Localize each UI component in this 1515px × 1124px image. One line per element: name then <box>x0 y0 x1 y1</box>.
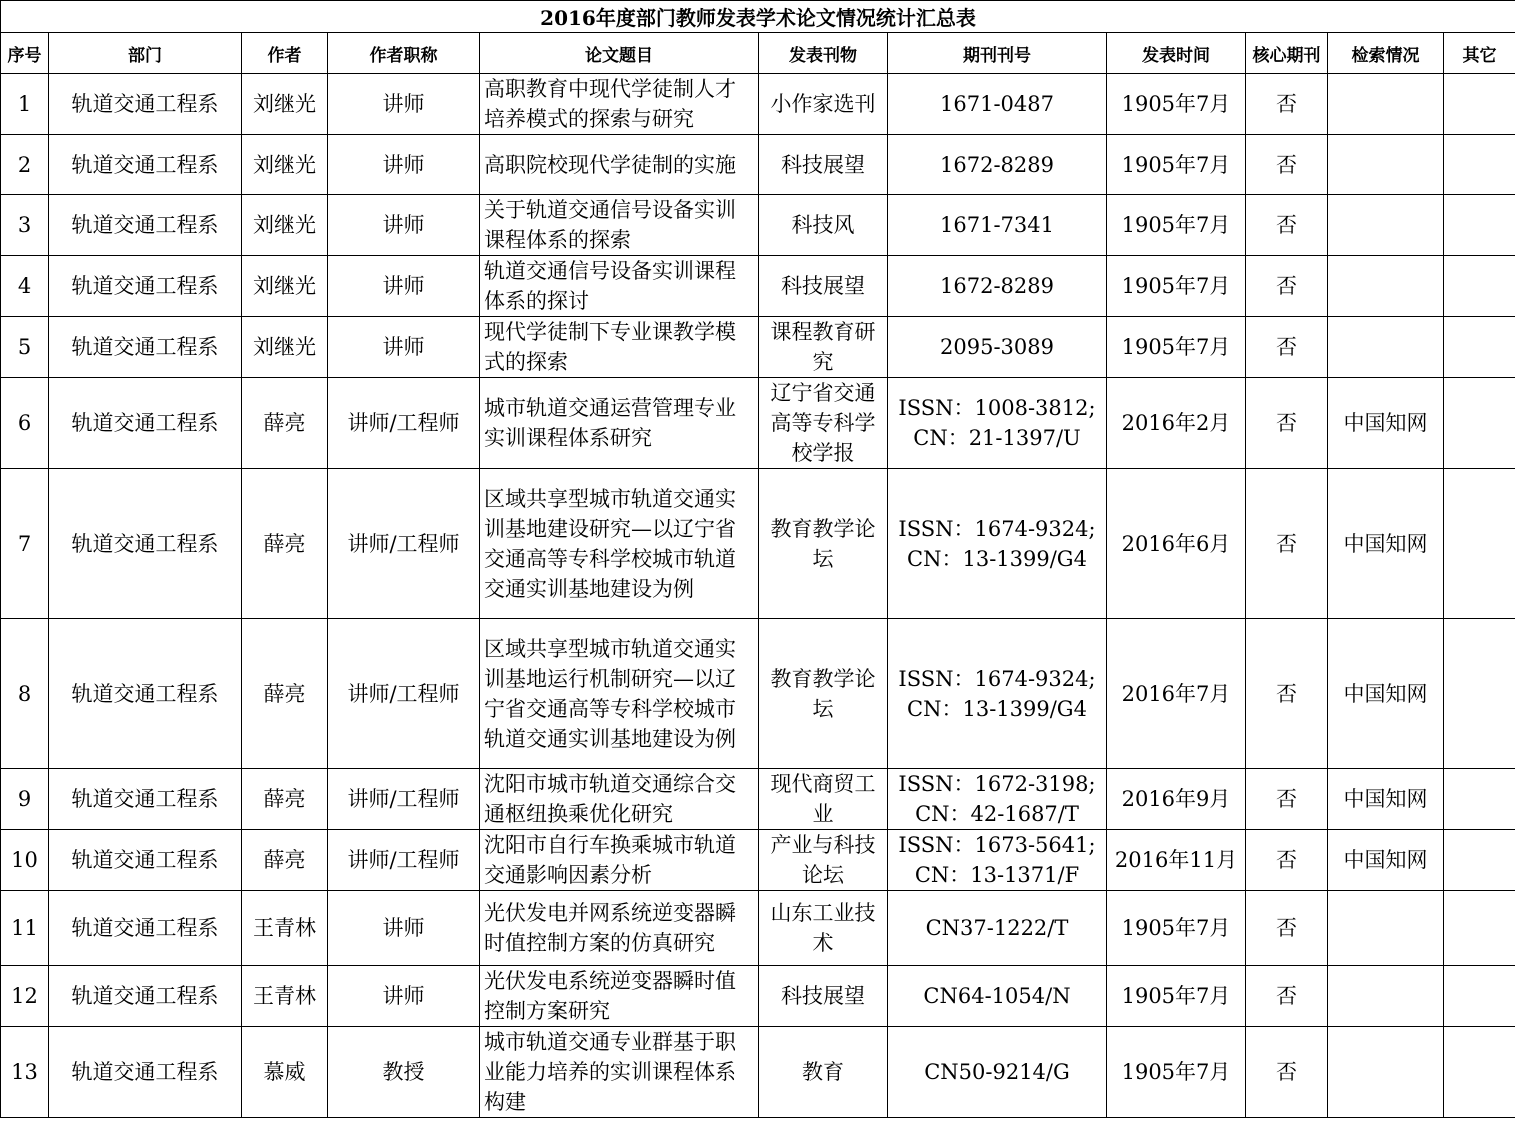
header-row <box>1 33 1515 74</box>
cell-dept[interactable]: 轨道交通工程系 <box>49 74 242 135</box>
cell-journal[interactable]: 教育 <box>759 1027 888 1118</box>
cell-dept[interactable]: 轨道交通工程系 <box>49 317 242 378</box>
cell-author[interactable]: 薛亮 <box>242 830 328 891</box>
cell-no[interactable]: 1 <box>1 74 49 135</box>
cell-dept[interactable]: 轨道交通工程系 <box>49 619 242 769</box>
cell-other[interactable] <box>1444 830 1515 891</box>
cell-issn[interactable] <box>888 135 1107 195</box>
cell-journal[interactable]: 小作家选刊 <box>759 74 888 135</box>
cell-date[interactable]: 2016年6月 <box>1107 469 1246 619</box>
cell-journal[interactable]: 课程教育研究 <box>759 317 888 378</box>
table-row <box>1 256 1515 317</box>
table-row <box>1 830 1515 891</box>
cell-dept[interactable]: 轨道交通工程系 <box>49 891 242 966</box>
cell-dept[interactable]: 轨道交通工程系 <box>49 135 242 195</box>
cell-no[interactable]: 7 <box>1 469 49 619</box>
cell-other[interactable] <box>1444 619 1515 769</box>
cell-index[interactable] <box>1328 891 1444 966</box>
cell-no[interactable]: 11 <box>1 891 49 966</box>
cell-date[interactable]: 1905年7月 <box>1107 135 1246 195</box>
cell-core[interactable]: 否 <box>1246 256 1328 317</box>
cell-no[interactable]: 5 <box>1 317 49 378</box>
table-row <box>1 891 1515 966</box>
cell-index[interactable] <box>1328 195 1444 256</box>
cn-line: CN：21-1397/U <box>913 426 1081 450</box>
cell-core[interactable]: 否 <box>1246 830 1328 891</box>
cell-dept[interactable]: 轨道交通工程系 <box>49 830 242 891</box>
issn-line: 1671-0487 <box>940 92 1054 116</box>
cell-journal[interactable]: 科技展望 <box>759 135 888 195</box>
cell-dept[interactable]: 轨道交通工程系 <box>49 966 242 1027</box>
cell-issn[interactable] <box>888 195 1107 256</box>
cell-issn[interactable] <box>888 378 1107 469</box>
cell-core[interactable]: 否 <box>1246 195 1328 256</box>
cell-journal[interactable]: 教育教学论坛 <box>759 469 888 619</box>
header-author[interactable]: 作者 <box>242 33 328 74</box>
cell-date[interactable]: 1905年7月 <box>1107 891 1246 966</box>
cell-other[interactable] <box>1444 195 1515 256</box>
cell-index[interactable]: 中国知网 <box>1328 830 1444 891</box>
header-dept[interactable]: 部门 <box>49 33 242 74</box>
cell-index[interactable] <box>1328 256 1444 317</box>
table-row <box>1 378 1515 469</box>
cell-rank[interactable]: 讲师/工程师 <box>328 469 480 619</box>
table-row <box>1 769 1515 830</box>
cell-dept[interactable]: 轨道交通工程系 <box>49 195 242 256</box>
header-no[interactable]: 序号 <box>1 33 49 74</box>
cell-date[interactable]: 2016年7月 <box>1107 619 1246 769</box>
cell-core[interactable]: 否 <box>1246 74 1328 135</box>
cell-dept[interactable]: 轨道交通工程系 <box>49 256 242 317</box>
cell-issn[interactable] <box>888 256 1107 317</box>
issn-line: 1672-8289 <box>940 274 1054 298</box>
issn-line: ISSN：1674-9324; <box>898 666 1096 691</box>
cell-rank[interactable]: 讲师/工程师 <box>328 769 480 830</box>
cell-other[interactable] <box>1444 256 1515 317</box>
issn-line: CN50-9214/G <box>924 1060 1070 1084</box>
cell-journal[interactable]: 科技展望 <box>759 256 888 317</box>
issn-line: 1672-8289 <box>940 152 1054 177</box>
issn-line: 2095-3089 <box>940 335 1054 359</box>
cn-line: CN：13-1371/F <box>914 863 1080 887</box>
cn-line: CN：42-1687/T <box>915 802 1079 826</box>
cell-paper-title[interactable]: 关于轨道交通信号设备实训课程体系的探索 <box>480 195 759 256</box>
cell-rank[interactable]: 教授 <box>328 1027 480 1118</box>
issn-line: CN64-1054/N <box>923 984 1071 1008</box>
cell-index[interactable] <box>1328 966 1444 1027</box>
header-core[interactable]: 核心期刊 <box>1246 33 1328 74</box>
cell-rank[interactable]: 讲师/工程师 <box>328 619 480 769</box>
cell-other[interactable] <box>1444 1027 1515 1118</box>
cell-core[interactable]: 否 <box>1246 1027 1328 1118</box>
cell-core[interactable]: 否 <box>1246 619 1328 769</box>
cell-no[interactable]: 9 <box>1 769 49 830</box>
cell-no[interactable]: 2 <box>1 135 49 195</box>
cell-journal[interactable]: 产业与科技论坛 <box>759 830 888 891</box>
cell-author[interactable]: 薛亮 <box>242 769 328 830</box>
cell-rank[interactable]: 讲师/工程师 <box>328 830 480 891</box>
cell-date[interactable]: 2016年9月 <box>1107 769 1246 830</box>
cell-rank[interactable]: 讲师 <box>328 891 480 966</box>
cell-paper-title[interactable]: 光伏发电并网系统逆变器瞬时值控制方案的仿真研究 <box>480 891 759 966</box>
cell-other[interactable] <box>1444 769 1515 830</box>
cell-index[interactable]: 中国知网 <box>1328 469 1444 619</box>
cell-no[interactable]: 8 <box>1 619 49 769</box>
header-journal[interactable]: 发表刊物 <box>759 33 888 74</box>
cell-issn[interactable] <box>888 317 1107 378</box>
issn-line: ISSN：1674-9324; <box>898 516 1096 541</box>
cell-journal[interactable]: 科技展望 <box>759 966 888 1027</box>
cell-date[interactable]: 1905年7月 <box>1107 966 1246 1027</box>
cn-line: CN：13-1399/G4 <box>907 696 1087 721</box>
cn-line: CN：13-1399/G4 <box>907 546 1087 571</box>
cell-core[interactable]: 否 <box>1246 378 1328 469</box>
cell-author[interactable]: 刘继光 <box>242 256 328 317</box>
cell-author[interactable]: 薛亮 <box>242 619 328 769</box>
table-title: 2016年度部门教师发表学术论文情况统计汇总表 <box>1 1 1515 33</box>
header-date[interactable]: 发表时间 <box>1107 33 1246 74</box>
cell-issn[interactable] <box>888 1027 1107 1118</box>
cell-paper-title[interactable]: 高职院校现代学徒制的实施 <box>480 135 759 195</box>
issn-line: 1671-7341 <box>940 213 1054 237</box>
header-rank[interactable]: 作者职称 <box>328 33 480 74</box>
cell-issn[interactable] <box>888 966 1107 1027</box>
cell-rank[interactable]: 讲师 <box>328 256 480 317</box>
cell-other[interactable] <box>1444 469 1515 619</box>
cell-no[interactable]: 13 <box>1 1027 49 1118</box>
table-row <box>1 469 1515 619</box>
issn-line: ISSN：1673-5641; <box>898 833 1096 857</box>
header-issn[interactable]: 期刊刊号 <box>888 33 1107 74</box>
cell-paper-title[interactable]: 光伏发电系统逆变器瞬时值控制方案研究 <box>480 966 759 1027</box>
cell-other[interactable] <box>1444 966 1515 1027</box>
cell-index[interactable] <box>1328 135 1444 195</box>
cell-author[interactable]: 刘继光 <box>242 74 328 135</box>
cell-index[interactable]: 中国知网 <box>1328 769 1444 830</box>
cell-author[interactable]: 薛亮 <box>242 469 328 619</box>
cell-issn[interactable] <box>888 830 1107 891</box>
cell-issn[interactable] <box>888 769 1107 830</box>
cell-date[interactable]: 2016年2月 <box>1107 378 1246 469</box>
cell-issn[interactable] <box>888 891 1107 966</box>
cell-no[interactable]: 3 <box>1 195 49 256</box>
cell-other[interactable] <box>1444 74 1515 135</box>
cell-date[interactable]: 1905年7月 <box>1107 317 1246 378</box>
cell-index[interactable] <box>1328 1027 1444 1118</box>
cell-paper-title[interactable]: 区域共享型城市轨道交通实训基地建设研究—以辽宁省交通高等专科学校城市轨道交通实训基地建设为例 <box>480 469 759 619</box>
cell-core[interactable]: 否 <box>1246 469 1328 619</box>
cell-date[interactable]: 2016年11月 <box>1107 830 1246 891</box>
cell-dept[interactable]: 轨道交通工程系 <box>49 1027 242 1118</box>
cell-author[interactable]: 王青林 <box>242 891 328 966</box>
cell-index[interactable]: 中国知网 <box>1328 378 1444 469</box>
cell-paper-title[interactable]: 高职教育中现代学徒制人才培养模式的探索与研究 <box>480 74 759 135</box>
cell-dept[interactable]: 轨道交通工程系 <box>49 469 242 619</box>
header-paper-title[interactable]: 论文题目 <box>480 33 759 74</box>
cell-rank[interactable]: 讲师 <box>328 317 480 378</box>
cell-dept[interactable]: 轨道交通工程系 <box>49 769 242 830</box>
cell-paper-title[interactable]: 轨道交通信号设备实训课程体系的探讨 <box>480 256 759 317</box>
cell-paper-title[interactable]: 城市轨道交通运营管理专业实训课程体系研究 <box>480 378 759 469</box>
cell-author[interactable]: 慕威 <box>242 1027 328 1118</box>
cell-author[interactable]: 刘继光 <box>242 195 328 256</box>
table-row <box>1 135 1515 195</box>
cell-other[interactable] <box>1444 135 1515 195</box>
cell-rank[interactable]: 讲师/工程师 <box>328 378 480 469</box>
cell-journal[interactable]: 山东工业技术 <box>759 891 888 966</box>
cell-no[interactable]: 12 <box>1 966 49 1027</box>
issn-line: ISSN：1672-3198; <box>898 772 1096 796</box>
cell-core[interactable]: 否 <box>1246 966 1328 1027</box>
cell-paper-title[interactable]: 沈阳市自行车换乘城市轨道交通影响因素分析 <box>480 830 759 891</box>
cell-date[interactable]: 1905年7月 <box>1107 195 1246 256</box>
cell-index[interactable]: 中国知网 <box>1328 619 1444 769</box>
cell-dept[interactable]: 轨道交通工程系 <box>49 378 242 469</box>
header-other[interactable]: 其它 <box>1444 33 1515 74</box>
cell-other[interactable] <box>1444 378 1515 469</box>
cell-core[interactable]: 否 <box>1246 769 1328 830</box>
cell-index[interactable] <box>1328 317 1444 378</box>
table-row <box>1 619 1515 769</box>
cell-date[interactable]: 1905年7月 <box>1107 1027 1246 1118</box>
cell-journal[interactable]: 教育教学论坛 <box>759 619 888 769</box>
cell-other[interactable] <box>1444 891 1515 966</box>
issn-line: ISSN：1008-3812; <box>898 396 1096 420</box>
cell-journal[interactable]: 科技风 <box>759 195 888 256</box>
cell-no[interactable]: 4 <box>1 256 49 317</box>
cell-core[interactable]: 否 <box>1246 317 1328 378</box>
cell-author[interactable]: 刘继光 <box>242 135 328 195</box>
cell-core[interactable]: 否 <box>1246 891 1328 966</box>
cell-index[interactable] <box>1328 74 1444 135</box>
cell-date[interactable]: 1905年7月 <box>1107 74 1246 135</box>
table-row <box>1 1027 1515 1118</box>
table-row <box>1 74 1515 135</box>
header-index[interactable]: 检索情况 <box>1328 33 1444 74</box>
cell-journal[interactable]: 辽宁省交通高等专科学校学报 <box>759 378 888 469</box>
cell-no[interactable]: 10 <box>1 830 49 891</box>
cell-rank[interactable]: 讲师 <box>328 74 480 135</box>
cell-journal[interactable]: 现代商贸工业 <box>759 769 888 830</box>
cell-issn[interactable] <box>888 619 1107 769</box>
title-row <box>1 1 1515 33</box>
table-row <box>1 966 1515 1027</box>
cell-author[interactable]: 王青林 <box>242 966 328 1027</box>
cell-rank[interactable]: 讲师 <box>328 135 480 195</box>
cell-issn[interactable] <box>888 74 1107 135</box>
cell-no[interactable]: 6 <box>1 378 49 469</box>
cell-author[interactable]: 刘继光 <box>242 317 328 378</box>
cell-paper-title[interactable]: 沈阳市城市轨道交通综合交通枢纽换乘优化研究 <box>480 769 759 830</box>
cell-issn[interactable] <box>888 469 1107 619</box>
issn-line: CN37-1222/T <box>925 916 1069 940</box>
cell-paper-title[interactable]: 现代学徒制下专业课教学模式的探索 <box>480 317 759 378</box>
cell-paper-title[interactable]: 城市轨道交通专业群基于职业能力培养的实训课程体系构建 <box>480 1027 759 1118</box>
table-row <box>1 317 1515 378</box>
table-row <box>1 195 1515 256</box>
cell-date[interactable]: 1905年7月 <box>1107 256 1246 317</box>
cell-paper-title[interactable]: 区域共享型城市轨道交通实训基地运行机制研究—以辽宁省交通高等专科学校城市轨道交通实训基地建设为例 <box>480 619 759 769</box>
cell-rank[interactable]: 讲师 <box>328 966 480 1027</box>
cell-rank[interactable]: 讲师 <box>328 195 480 256</box>
cell-core[interactable]: 否 <box>1246 135 1328 195</box>
cell-author[interactable]: 薛亮 <box>242 378 328 469</box>
cell-other[interactable] <box>1444 317 1515 378</box>
